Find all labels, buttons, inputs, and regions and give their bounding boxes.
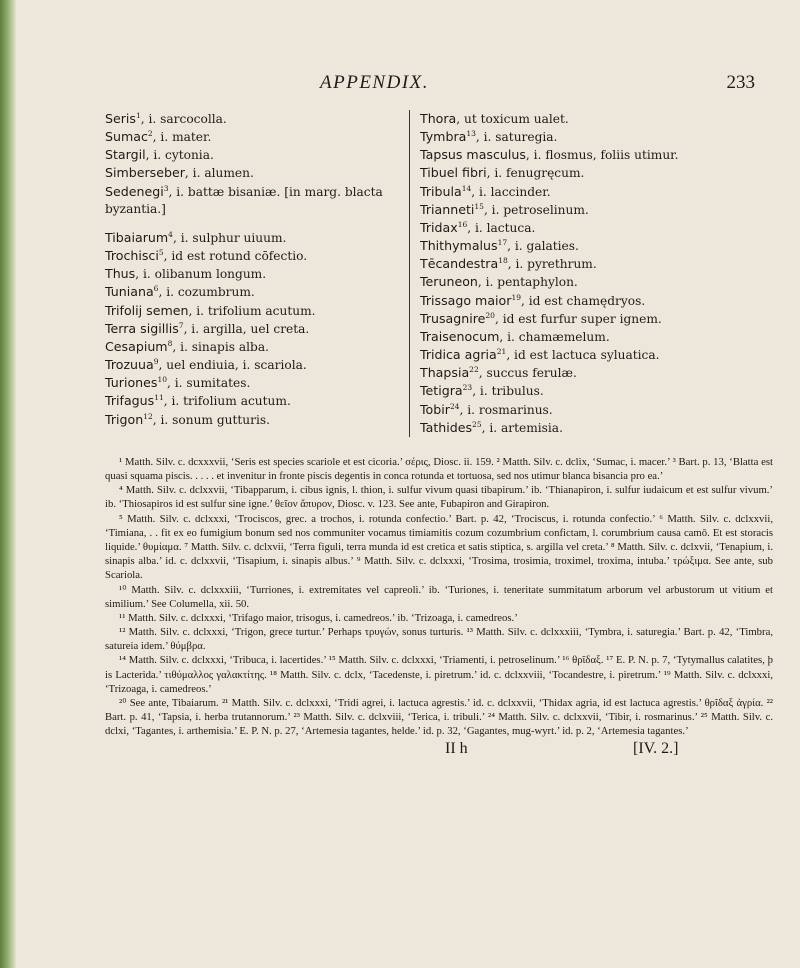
glossary-entry [105, 110, 395, 128]
gloss: , i. cytonia. [145, 148, 214, 163]
glossary-entry [105, 320, 395, 338]
headword: Trifolij semen [105, 302, 189, 318]
headword: Tribula [420, 183, 462, 199]
glossary-entry [420, 328, 765, 346]
glossary-entry [420, 237, 765, 255]
gloss: , i. flosmus, foliis utimur. [525, 148, 679, 163]
headword: Tibaiarum [105, 229, 169, 245]
gloss: , i. laccinder. [471, 184, 551, 199]
note-ref: 8 [167, 338, 173, 348]
glossary-entry [105, 302, 395, 320]
glossary-entry [420, 292, 765, 310]
gloss: , i. cozumbrum. [158, 285, 255, 300]
gloss: , id est chamędryos. [520, 293, 646, 308]
footnote: ¹² Matth. Silv. c. dclxxxi, ‘Trigon, grece turtur.’ Perhaps τρυγών, sonus turturis. ¹³ Matth. Silv. c. dclxxxiii, ‘Tymbra, i. saturegia.’ Bart. p. 42, ‘Timbra, satureia idem.’ θύμβρα. [105, 626, 773, 653]
headword: Trissago maior [420, 292, 512, 308]
gloss: , i. rosmarinus. [459, 402, 553, 417]
gloss: , i. lactuca. [467, 220, 536, 235]
glossary-entry [105, 374, 395, 392]
note-ref: 18 [498, 256, 508, 266]
glossary-entry [105, 183, 395, 218]
page-footer [105, 740, 765, 758]
glossary-entry [105, 356, 395, 374]
note-ref: 2 [147, 129, 153, 139]
gloss: , i. pyrethrum. [507, 257, 597, 272]
gloss: , i. tribulus. [472, 384, 544, 399]
note-ref: 16 [457, 219, 468, 229]
footnote: ⁴ Matth. Silv. c. dclxxvii, ‘Tibapparum, i. cibus ignis, l. thion, i. sulfur vivum quasi tibapirum.’ ib. ‘Thianapiron, i. sulfur iudaicum et est sulfur vivum.’ ib. ‘Thiosapiros id est sulfur sine igne.’ θεῖον ἄπυρον, Diosc. v. 123. See ante, Fubapiron and Girapiron. [105, 484, 773, 511]
glossary-entry [420, 164, 765, 182]
gloss: , i. saturegia. [475, 130, 558, 145]
headword: Teruneon [420, 274, 478, 290]
glossary-entry [105, 411, 395, 429]
note-ref: 24 [449, 401, 460, 411]
headword: Thithymalus [420, 238, 498, 254]
headword: Thora [420, 111, 457, 126]
headword: Tridax [420, 219, 458, 235]
glossary-entry [420, 146, 765, 164]
glossary-entry [420, 128, 765, 146]
headword: Tridica agria [420, 347, 497, 363]
gloss: , id est furfur super ignem. [494, 311, 662, 326]
glossary-entry [420, 382, 765, 400]
glossary-entry [105, 164, 395, 182]
footnote: ¹⁰ Matth. Silv. c. dclxxxiii, ‘Turriones, i. extremitates vel capreoli.’ ib. ‘Turiones, i. teneritate summitatum arborum vel arbustorum ut vitium et similium.’ See Columella, xii. 50. [105, 583, 773, 610]
gloss: , i. argilla, uel creta. [183, 321, 310, 336]
glossary-entry [105, 247, 395, 265]
note-ref: 5 [158, 248, 164, 258]
note-ref: 11 [154, 393, 164, 403]
headword: Trianneti [420, 201, 475, 217]
note-ref: 22 [469, 365, 479, 375]
gloss: , i. sumitates. [166, 376, 251, 391]
gloss: , i. galaties. [507, 239, 579, 254]
headword: Trifagus [105, 393, 155, 409]
gloss: , uel endiuia, i. scariola. [158, 358, 307, 373]
footnotes [105, 455, 773, 739]
glossary-entry [420, 201, 765, 219]
headword: Sedenegi [105, 183, 164, 199]
signature-mark: II h [445, 739, 468, 757]
headword: Trochisci [105, 248, 159, 264]
gloss: , id est rotund cōfectio. [163, 249, 308, 264]
headword: Thapsia [420, 365, 470, 381]
glossary-entry [420, 346, 765, 364]
headword: Turiones [105, 375, 158, 391]
glossary-entry [420, 401, 765, 419]
glossary-entry [105, 338, 395, 356]
gloss: , i. sulphur uiuum. [172, 230, 287, 245]
gloss: , i. pentaphylon. [477, 275, 578, 290]
gloss: , i. trifolium acutum. [163, 394, 291, 409]
gloss: , i. petroselinum. [483, 202, 589, 217]
headword: Thus [105, 266, 136, 282]
gloss: , i. artemisia. [481, 420, 563, 435]
gloss: , i. alumen. [184, 166, 254, 181]
glossary-entry [420, 364, 765, 382]
glossary-entry [105, 392, 395, 410]
glossary-entry [105, 146, 395, 164]
headword: Trusagnire [420, 310, 486, 326]
headword: Trigon [105, 411, 144, 427]
headword: Seris [105, 111, 136, 126]
footnote: ⁵ Matth. Silv. c. dclxxxi, ‘Trociscos, grec. a trochos, i. rotunda confectio.’ Bart. p. 42, ‘Trociscus, i. rotunda confectio.’ ⁶ Matth. Silv. c. dclxxvii, ‘Timiana, . . fit ex eo fumigium bonum sed nos communiter vocamus timiamitis cozum cozumbrium confictam, l. corumbrium causa camō. Et est storacis liquide.’ θυμίαμα. ⁷ Matth. Silv. c. dclxvii, ‘Terra figuli, terra munda id est cretica et satis stiptica, s. argilla vel creta.’ ⁸ Matth. Silv. c. dclxvii, ‘Tenapium, i. sinapis alba.’ id. c. dclxxvii, ‘Tisapium, i. sinapis albus.’ ⁹ Matth. Silv. c. dclxxxi, ‘Trosima, trosimia, troximel, troxima, intuba.’ τρώξιμα. See ante, sub Scariola. [105, 512, 773, 582]
page [105, 72, 773, 758]
glossary-entry [420, 110, 765, 128]
headword: Trozuua [105, 357, 154, 373]
glossary-entry [105, 229, 395, 247]
glossary-entry [420, 419, 765, 437]
glossary-entry [420, 255, 765, 273]
glossary-entry [420, 219, 765, 237]
note-ref: 9 [153, 356, 159, 366]
gloss: , i. trifolium acutum. [188, 303, 316, 318]
footnote: ¹⁴ Matth. Silv. c. dclxxxi, ‘Tribuca, i. lacertides.’ ¹⁵ Matth. Silv. c. dclxxxi, ‘Triamenti, i. petroselinum.’ ¹⁶ θρῖδαξ. ¹⁷ E. P. N. p. 7, ‘Tytymallus calatites, þ is Lacterida.’ τιθύμαλλος γαλακτίτης. ¹⁸ Matth. Silv. c. dclx, ‘Tacedenste, i. piretrum.’ id. c. dclxxviii, ‘Tocandestre, i. piretrum.’ ¹⁹ Matth. Silv. c. dclxxxi, ‘Trizoaga, i. camedreos.’ [105, 654, 773, 695]
note-ref: 10 [157, 375, 167, 385]
note-ref: 13 [466, 129, 476, 139]
glossary-entry [420, 183, 765, 201]
gloss: , i. fenugręcum. [486, 166, 585, 181]
note-ref: 1 [135, 110, 141, 120]
headword: Terra sigillis [105, 320, 179, 336]
footnote: ²⁰ See ante, Tibaiarum. ²¹ Matth. Silv. c. dclxxxi, ‘Tridi agrei, i. lactuca agrestis.’ id. c. dclxxvii, ‘Thidax agria, id est lactuca agrestis.’ θρῖδαξ ἀγρία. ²² Bart. p. 41, ‘Tapsia, i. herba trutannorum.’ ²³ Matth. Silv. c. dclxviii, ‘Terica, i. tribuli.’ ²⁴ Matth. Silv. c. dclxxvii, ‘Tibir, i. rosmarinus.’ ²⁵ Matth. Silv. c. dclxi, ‘Tagantes, i. arthemisia.’ E. P. N. p. 27, ‘Artemesia tagantes, helde.’ id. p. 32, ‘Gagantes, mug-wyrt.’ id. p. 2, ‘Artemesia tagantes.’ [105, 697, 773, 738]
headword: Tymbra [420, 129, 467, 145]
gloss: , ut toxicum ualet. [456, 112, 569, 126]
book-spine-edge [0, 0, 16, 968]
note-ref: 25 [472, 419, 482, 429]
footnote: ¹ Matth. Silv. c. dcxxxvii, ‘Seris est species scariole et est cicoria.’ σέρις, Diosc. ii. 159. ² Matth. Silv. c. dclix, ‘Sumac, i. macer.’ ³ Bart. p. 13, ‘Blatta est quasi squama piscis. . . . . et invenitur in fronte piscis degentis in conca rotunda et tortuosa, sed nos utimur blanca bisancia pro ea.’ [105, 455, 773, 482]
glossary-entry [420, 310, 765, 328]
gloss: , i. chamæmelum. [499, 329, 610, 344]
note-ref: 4 [168, 229, 173, 239]
gloss: , succus ferulæ. [478, 366, 577, 381]
note-ref: 19 [511, 292, 521, 302]
gloss: , i. sonum gutturis. [152, 412, 271, 427]
note-ref: 20 [485, 310, 495, 320]
headword: Stargil [105, 147, 146, 163]
gloss: , i. battæ bisaniæ. [in marg. blacta byzantia.] [105, 184, 383, 216]
headword: Tuniana [105, 284, 154, 300]
note-ref: 6 [153, 284, 159, 294]
note-ref: 12 [143, 411, 153, 421]
headword: Cesapium [105, 338, 168, 354]
headword: Tibuel fibri [420, 165, 487, 181]
headword: Traisenocum [420, 328, 500, 344]
glossary-entry [105, 128, 395, 146]
note-ref: 15 [474, 201, 484, 211]
gloss: , i. mater. [152, 130, 212, 145]
gloss: , i. olibanum longum. [135, 267, 267, 282]
note-ref: 17 [497, 238, 508, 248]
page-number: 233 [726, 72, 755, 93]
note-ref: 7 [178, 320, 184, 330]
right-column [409, 110, 765, 437]
glossary-entry [420, 273, 765, 291]
headword: Tobir [420, 401, 450, 417]
note-ref: 23 [462, 383, 473, 393]
headword: Tēcandestra [420, 256, 499, 272]
glossary-entry [105, 265, 395, 283]
headword: Tetigra [420, 383, 463, 399]
headword: Tapsus masculus [420, 147, 526, 163]
running-head: APPENDIX. [320, 72, 430, 93]
page-header [105, 72, 765, 100]
gloss: , i. sinapis alba. [172, 339, 269, 354]
note-ref: 3 [163, 183, 169, 193]
note-ref: 21 [496, 346, 507, 356]
headword: Simberseber [105, 165, 185, 181]
volume-mark: [IV. 2.] [633, 739, 679, 757]
gloss: , id est lactuca syluatica. [506, 348, 660, 363]
headword: Tathides [420, 419, 473, 435]
headword: Sumac [105, 129, 148, 145]
glossary-columns [105, 110, 765, 437]
glossary-entry [105, 283, 395, 301]
footnote: ¹¹ Matth. Silv. c. dclxxxi, ‘Trifago maior, trisogus, i. camedreos.’ ib. ‘Trizoaga, i. camedreos.’ [119, 611, 518, 624]
left-column [105, 110, 409, 437]
note-ref: 14 [461, 183, 472, 193]
gloss: , i. sarcocolla. [140, 112, 227, 126]
